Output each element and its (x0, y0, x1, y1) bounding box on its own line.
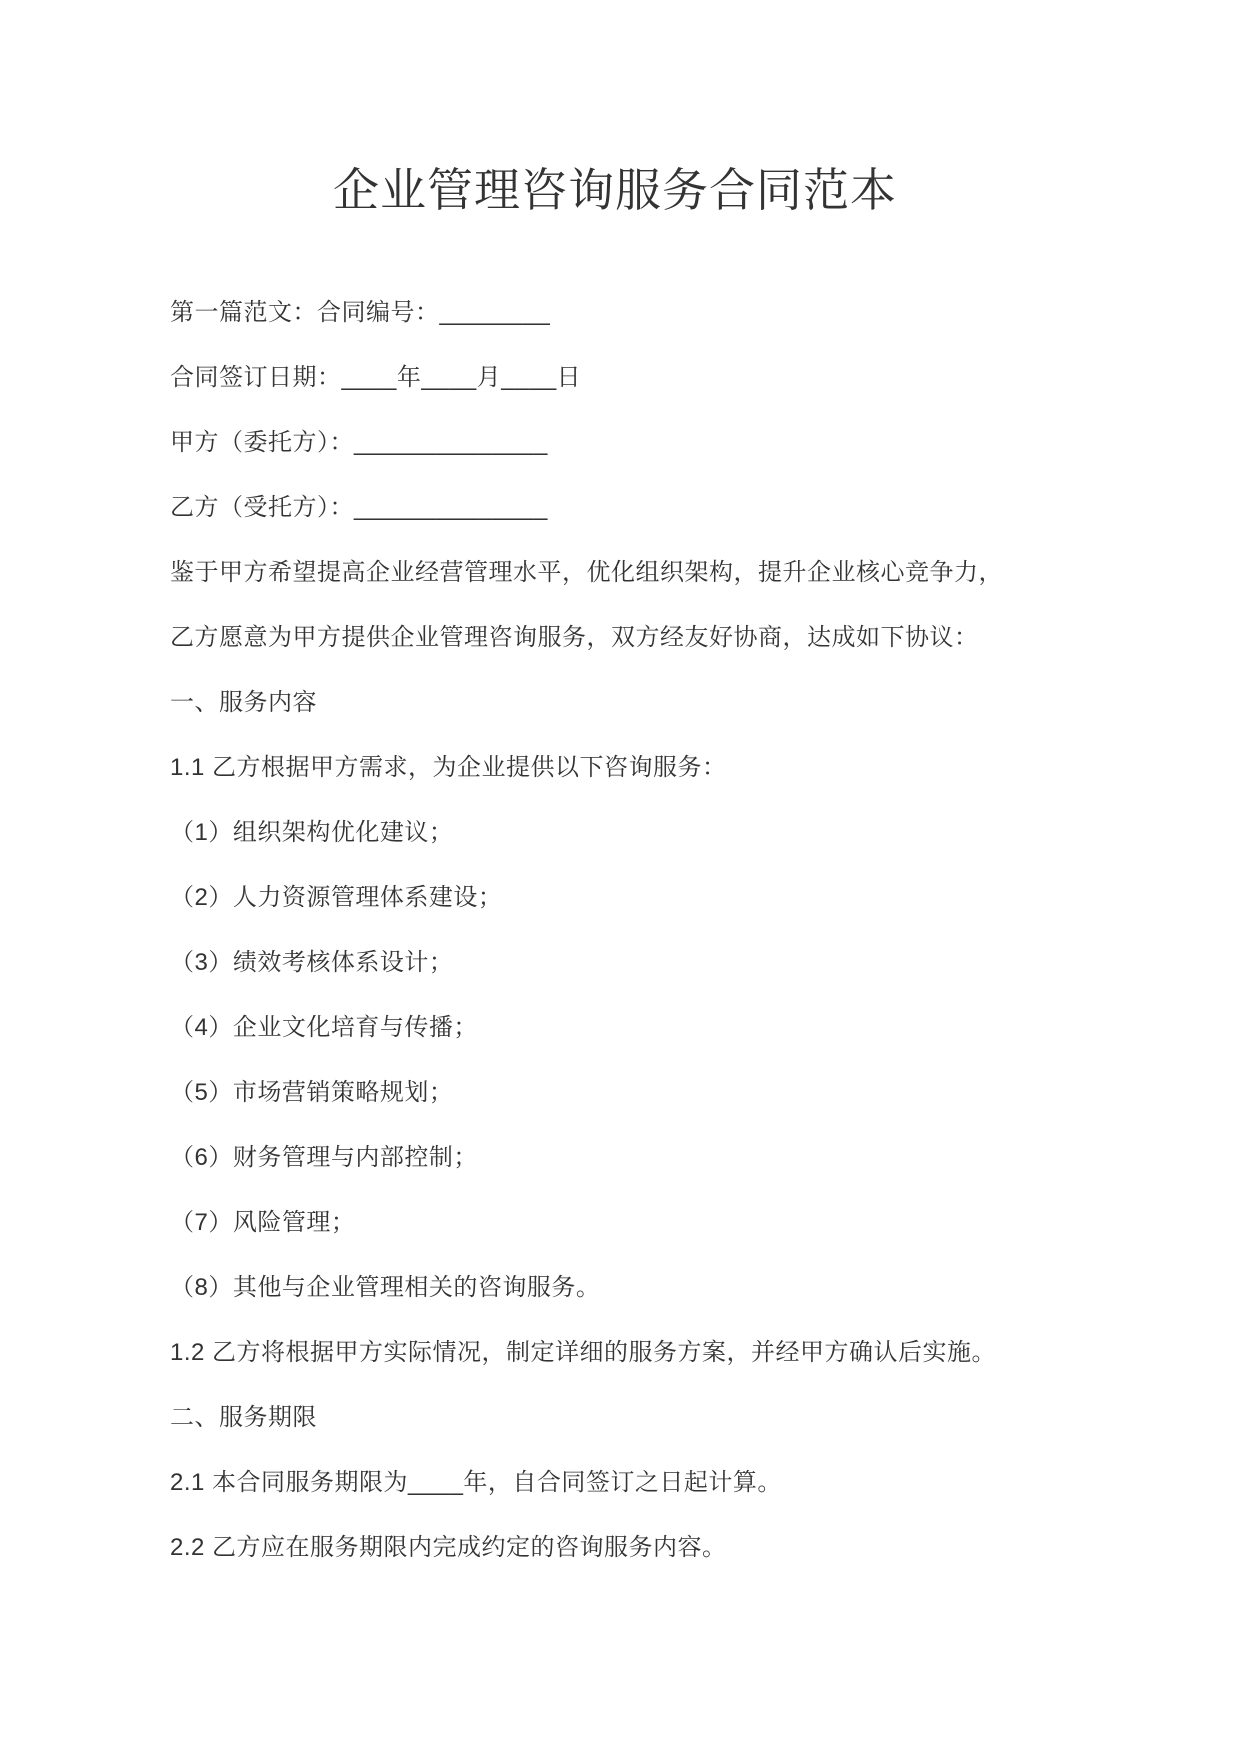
service-item-4: （4）企业文化培育与传播； (170, 1014, 478, 1042)
clause-1-1: 1.1 乙方根据甲方需求，为企业提供以下咨询服务： (170, 754, 727, 782)
preamble-line-1: 鉴于甲方希望提高企业经营管理水平，优化组织架构，提升企业核心竞争力， (170, 559, 1003, 587)
clause-2-1: 2.1 本合同服务期限为____年，自合同签订之日起计算。 (170, 1469, 782, 1497)
preamble-line-2: 乙方愿意为甲方提供企业管理咨询服务，双方经友好协商，达成如下协议： (170, 624, 979, 652)
party-b-line: 乙方（受托方）：______________ (170, 494, 548, 522)
service-item-7: （7）风险管理； (170, 1209, 356, 1237)
sign-date-line: 合同签订日期：____年____月____日 (170, 364, 582, 392)
party-a-line: 甲方（委托方）：______________ (170, 429, 548, 457)
clause-2-2: 2.2 乙方应在服务期限内完成约定的咨询服务内容。 (170, 1534, 727, 1562)
section-2-heading: 二、服务期限 (170, 1404, 317, 1432)
contract-number-line: 第一篇范文：合同编号：________ (170, 299, 551, 327)
service-item-5: （5）市场营销策略规划； (170, 1079, 454, 1107)
service-item-3: （3）绩效考核体系设计； (170, 949, 454, 977)
service-item-2: （2）人力资源管理体系建设； (170, 884, 503, 912)
clause-1-2: 1.2 乙方将根据甲方实际情况，制定详细的服务方案，并经甲方确认后实施。 (170, 1339, 997, 1367)
section-1-heading: 一、服务内容 (170, 689, 317, 717)
service-item-1: （1）组织架构优化建议； (170, 819, 454, 847)
document-title: 企业管理咨询服务合同范本 (333, 164, 897, 216)
service-item-6: （6）财务管理与内部控制； (170, 1144, 478, 1172)
service-item-8: （8）其他与企业管理相关的咨询服务。 (170, 1274, 601, 1302)
